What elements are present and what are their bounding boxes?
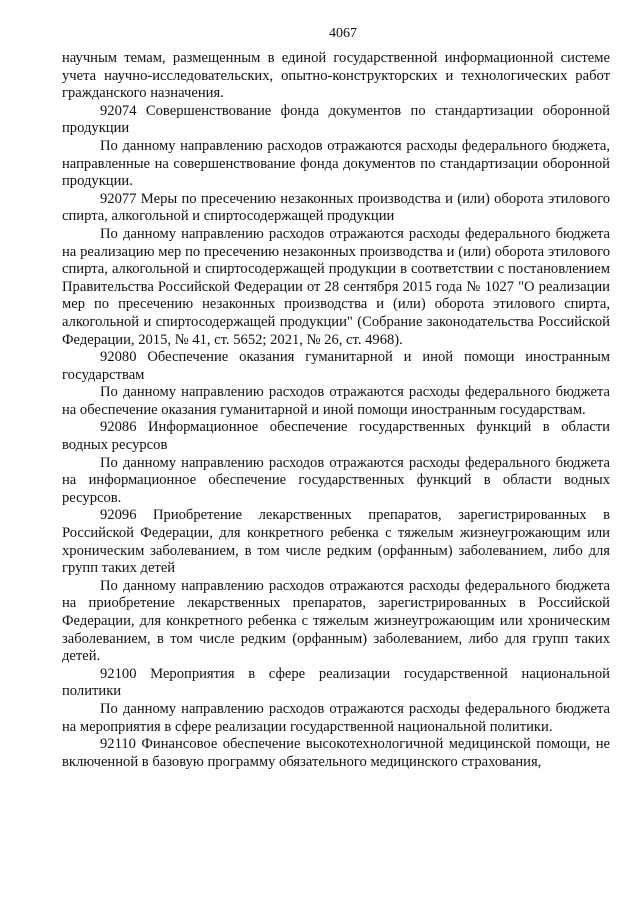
section-heading-92100: 92100 Мероприятия в сфере реализации государственной национальной политики	[62, 665, 610, 700]
section-text-92080: По данному направлению расходов отражаются расходы федерального бюджета на обеспечение оказания гуманитарной и иной помощи иностранным государствам.	[62, 384, 610, 418]
section-heading-92096: 92096 Приобретение лекарственных препаратов, зарегистрированных в Российской Федерации, для конкретного ребенка с тяжелым жизнеугрожающим или хроническим заболеванием, в том числе редким (орфанным) заболеванием, либо для групп таких детей	[62, 507, 610, 577]
paragraph-continuation: научным темам, размещенным в единой государственной информационной системе учета научно-исследовательских, опытно-конструкторских и технологических работ гражданского назначения.	[62, 50, 610, 102]
section-text-92086: По данному направлению расходов отражаются расходы федерального бюджета на информационное обеспечение государственных функций в области водных ресурсов.	[62, 454, 610, 506]
page-number: 4067	[329, 26, 357, 41]
section-text-92074: По данному направлению расходов отражаются расходы федерального бюджета, направленные на совершенствование фонда документов по стандартизации оборонной продукции.	[62, 137, 610, 190]
section-heading-92080: 92080 Обеспечение оказания гуманитарной и иной помощи иностранным государствам	[62, 349, 610, 383]
section-text-92100: По данному направлению расходов отражаются расходы федерального бюджета на мероприятия в сфере реализации государственной национальной политики.	[62, 700, 610, 735]
section-heading-92110: 92110 Финансовое обеспечение высокотехнологичной медицинской помощи, не включенной в базовую программу обязательного медицинского страхования,	[62, 736, 610, 770]
section-heading-92086: 92086 Информационное обеспечение государственных функций в области водных ресурсов	[62, 419, 610, 454]
section-heading-92077: 92077 Меры по пресечению незаконных производства и (или) оборота этилового спирта, алкогольной и спиртосодержащей продукции	[62, 190, 610, 225]
section-text-92096: По данному направлению расходов отражаются расходы федерального бюджета на приобретение лекарственных препаратов, зарегистрированных в Российской Федерации, для конкретного ребенка с тяжелым жизнеугрожающим или хроническим заболеванием, в том числе редким (орфанным) заболеванием, либо для групп таких детей.	[62, 577, 610, 665]
section-heading-92074: 92074 Совершенствование фонда документов по стандартизации оборонной продукции	[62, 102, 610, 137]
document-body	[62, 50, 610, 771]
section-text-92077: По данному направлению расходов отражаются расходы федерального бюджета на реализацию мер по пресечению незаконных производства и (или) оборота этилового спирта, алкогольной и спиртосодержащей продукции в соответствии с постановлением Правительства Российской Федерации от 28 сентября 2015 года № 1027 "О реализации мер по пресечению незаконных производства и (или) оборота этилового спирта, алкогольной и спиртосодержащей продукции" (Собрание законодательства Российской Федерации, 2015, № 41, ст. 5652; 2021, № 26, ст. 4968).	[62, 225, 610, 348]
